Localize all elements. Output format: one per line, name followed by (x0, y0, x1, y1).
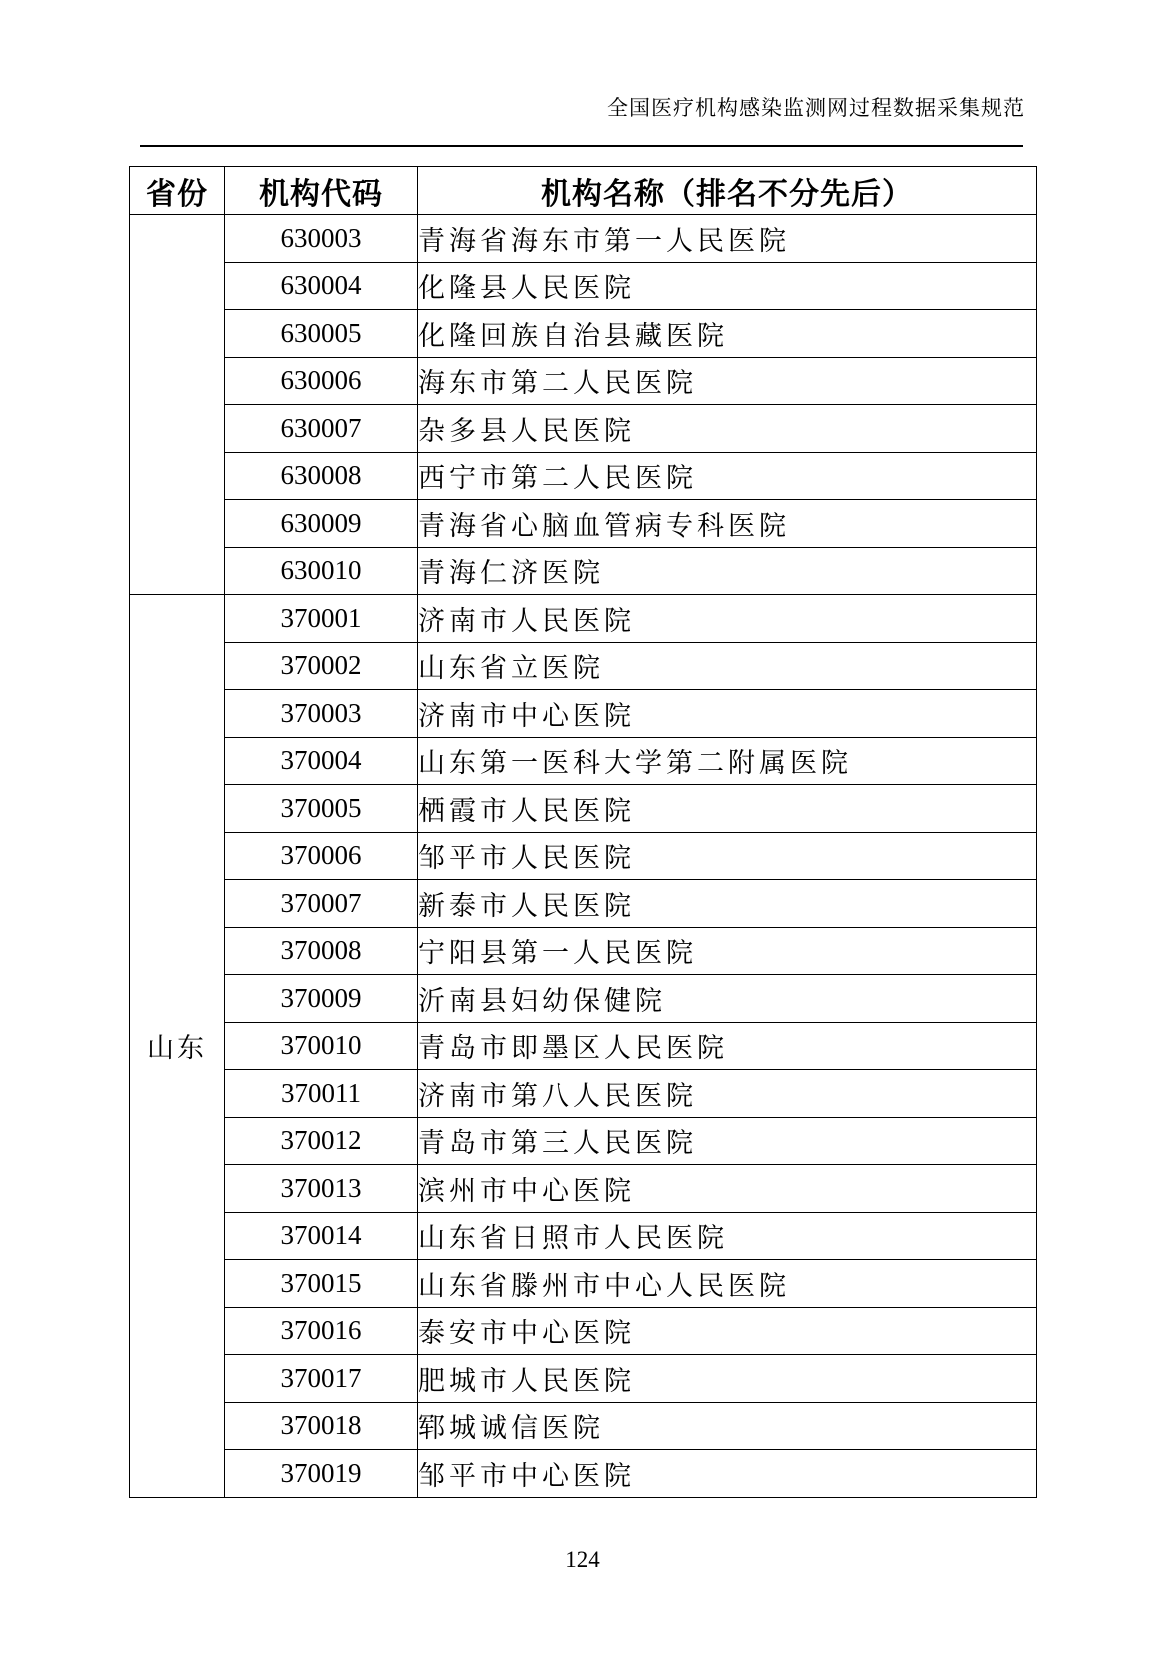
table-row (130, 975, 1037, 1023)
institution-name-cell: 宁阳县第一人民医院 (418, 927, 1037, 975)
table-row (130, 1450, 1037, 1498)
institution-name-cell: 山东省滕州市中心人民医院 (418, 1260, 1037, 1308)
institution-name-cell: 滨州市中心医院 (418, 1165, 1037, 1213)
table-row (130, 690, 1037, 738)
institution-code-cell: 370016 (225, 1307, 418, 1355)
institution-name-cell: 西宁市第二人民医院 (418, 452, 1037, 500)
table-row (130, 405, 1037, 453)
institution-code-cell: 370003 (225, 690, 418, 738)
column-header-code: 机构代码 (225, 167, 418, 215)
institution-code-cell: 370010 (225, 1022, 418, 1070)
institution-code-cell: 370006 (225, 832, 418, 880)
table-body (130, 215, 1037, 1498)
institution-name-cell: 青海省海东市第一人民医院 (418, 215, 1037, 263)
table-row (130, 927, 1037, 975)
institution-name-cell: 青岛市第三人民医院 (418, 1117, 1037, 1165)
institution-name-cell: 青岛市即墨区人民医院 (418, 1022, 1037, 1070)
institution-name-cell: 海东市第二人民医院 (418, 357, 1037, 405)
institution-name-cell: 杂多县人民医院 (418, 405, 1037, 453)
table-row (130, 547, 1037, 595)
institution-code-cell: 370019 (225, 1450, 418, 1498)
table-row (130, 262, 1037, 310)
institution-code-cell: 370001 (225, 595, 418, 643)
institution-name-cell: 肥城市人民医院 (418, 1355, 1037, 1403)
table-row (130, 785, 1037, 833)
institution-name-cell: 济南市第八人民医院 (418, 1070, 1037, 1118)
table-row (130, 500, 1037, 548)
institution-name-cell: 山东省日照市人民医院 (418, 1212, 1037, 1260)
institution-code-cell: 370002 (225, 642, 418, 690)
institution-name-cell: 邹平市人民医院 (418, 832, 1037, 880)
table-row (130, 1117, 1037, 1165)
table-row (130, 880, 1037, 928)
table-row (130, 1307, 1037, 1355)
institution-code-cell: 630010 (225, 547, 418, 595)
table-row (130, 1022, 1037, 1070)
institution-name-cell: 泰安市中心医院 (418, 1307, 1037, 1355)
institution-code-cell: 370014 (225, 1212, 418, 1260)
institution-code-cell: 370004 (225, 737, 418, 785)
institution-code-cell: 630005 (225, 310, 418, 358)
institution-name-cell: 栖霞市人民医院 (418, 785, 1037, 833)
institution-name-cell: 山东省立医院 (418, 642, 1037, 690)
institution-name-cell: 山东第一医科大学第二附属医院 (418, 737, 1037, 785)
institution-name-cell: 青海省心脑血管病专科医院 (418, 500, 1037, 548)
header-rule (140, 145, 1023, 147)
institution-name-cell: 沂南县妇幼保健院 (418, 975, 1037, 1023)
table-row (130, 357, 1037, 405)
institution-code-cell: 370011 (225, 1070, 418, 1118)
institution-code-cell: 370007 (225, 880, 418, 928)
institution-name-cell: 新泰市人民医院 (418, 880, 1037, 928)
institution-name-cell: 化隆回族自治县藏医院 (418, 310, 1037, 358)
institution-code-cell: 370013 (225, 1165, 418, 1213)
table-row (130, 1355, 1037, 1403)
institution-code-cell: 630003 (225, 215, 418, 263)
table-row (130, 452, 1037, 500)
table-row (130, 832, 1037, 880)
table-row (130, 1070, 1037, 1118)
institution-name-cell: 邹平市中心医院 (418, 1450, 1037, 1498)
province-cell (130, 215, 225, 595)
table-row (130, 642, 1037, 690)
province-cell: 山东 (130, 595, 225, 1498)
running-header-title: 全国医疗机构感染监测网过程数据采集规范 (607, 96, 1025, 120)
institution-code-cell: 370008 (225, 927, 418, 975)
institution-code-cell: 370017 (225, 1355, 418, 1403)
institution-code-cell: 370018 (225, 1402, 418, 1450)
page-number: 124 (565, 1547, 600, 1572)
table-row (130, 1165, 1037, 1213)
institution-name-cell: 青海仁济医院 (418, 547, 1037, 595)
institution-name-cell: 济南市中心医院 (418, 690, 1037, 738)
institution-name-cell: 化隆县人民医院 (418, 262, 1037, 310)
institution-code-cell: 370005 (225, 785, 418, 833)
institution-code-cell: 370009 (225, 975, 418, 1023)
institution-code-cell: 630007 (225, 405, 418, 453)
table-header-row (130, 167, 1037, 215)
table-row (130, 595, 1037, 643)
institution-code-cell: 370015 (225, 1260, 418, 1308)
institution-name-cell: 郓城诚信医院 (418, 1402, 1037, 1450)
table-row (130, 1402, 1037, 1450)
table-row (130, 1212, 1037, 1260)
institution-code-cell: 370012 (225, 1117, 418, 1165)
column-header-name: 机构名称（排名不分先后） (418, 167, 1037, 215)
institution-code-cell: 630009 (225, 500, 418, 548)
table-row (130, 215, 1037, 263)
column-header-province: 省份 (130, 167, 225, 215)
institution-code-cell: 630004 (225, 262, 418, 310)
institution-table (129, 166, 1037, 1498)
table-row (130, 310, 1037, 358)
table-row (130, 1260, 1037, 1308)
institution-code-cell: 630006 (225, 357, 418, 405)
table-row (130, 737, 1037, 785)
institution-code-cell: 630008 (225, 452, 418, 500)
institution-name-cell: 济南市人民医院 (418, 595, 1037, 643)
